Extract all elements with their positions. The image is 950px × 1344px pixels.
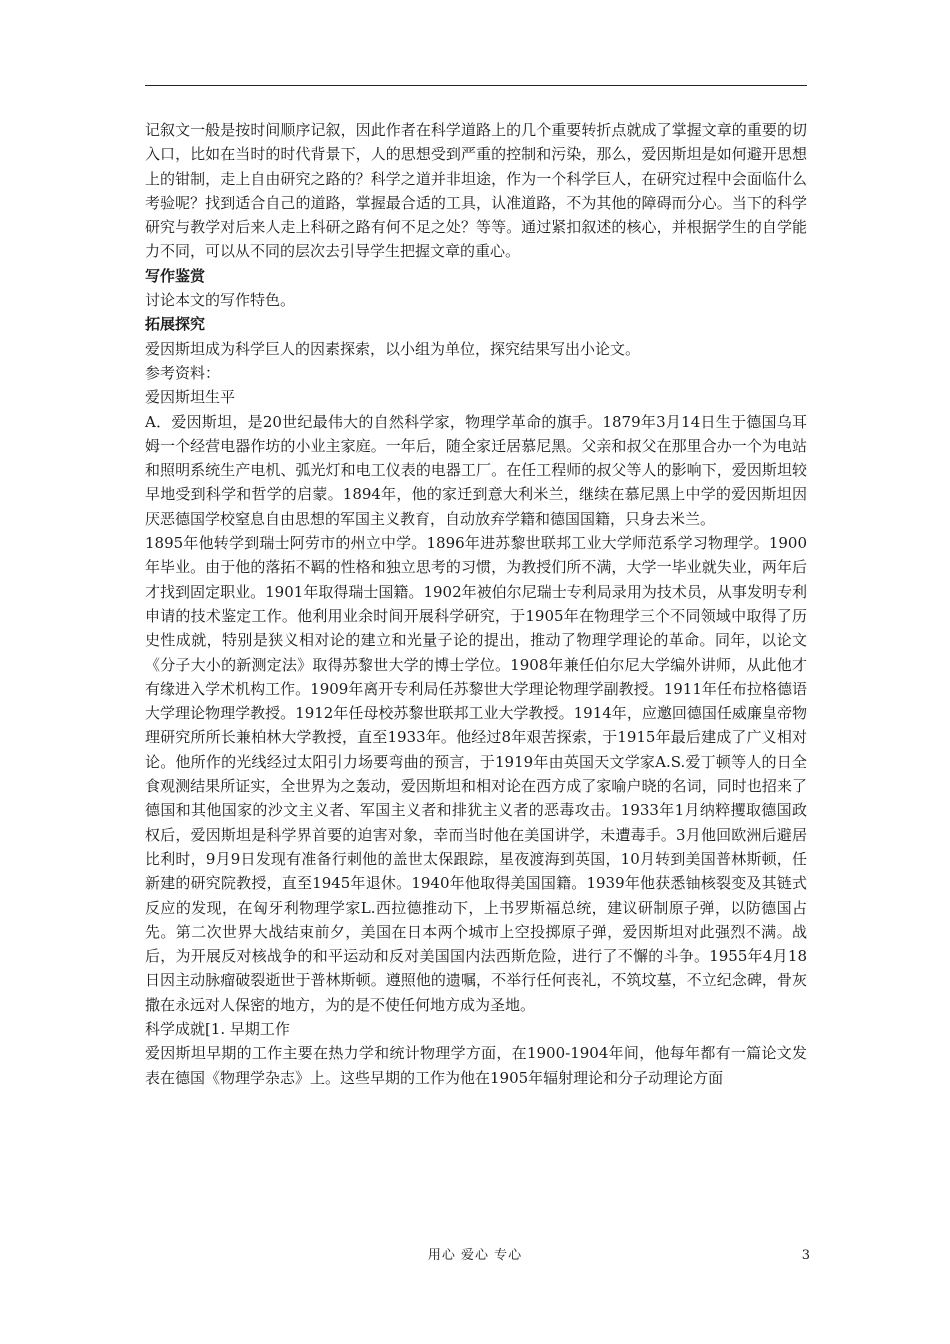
paragraph-biography-b: 1895年他转学到瑞士阿劳市的州立中学。1896年进苏黎世联邦工业大学师范系学习物理学。1900年毕业。由于他的落拓不羁的性格和独立思考的习惯，为教授们所不满，大学一毕业就失业，两年后才找到固定职业。1901年取得瑞士国籍。1902年被伯尔尼瑞士专利局录用为技术员，从事发明专利申请的技术鉴定工作。他利用业余时间开展科学研究，于1905年在物理学三个不同领域中取得了历史性成就，特别是狭义相对论的建立和光量子论的提出，推动了物理学理论的革命。同年，以论文《分子大小的新测定法》取得苏黎世大学的博士学位。1908年兼任伯尔尼大学编外讲师，从此他才有缘进入学术机构工作。1909年离开专利局任苏黎世大学理论物理学副教授。1911年任布拉格德语大学理论物理学教授。1912年任母校苏黎世联邦工业大学教授。1914年，应邀回德国任威廉皇帝物理研究所所长兼柏林大学教授，直至1933年。他经过8年艰苦探索，于1915年最后建成了广义相对论。他所作的光线经过太阳引力场要弯曲的预言，于1919年由英国天文学家A.S.爱丁顿等人的日全食观测结果所证实，全世界为之轰动，爱因斯坦和相对论在西方成了家喻户晓的名词，同时也招来了德国和其他国家的沙文主义者、军国主义者和排犹主义者的恶毒攻击。1933年1月纳粹攫取德国政权后，爱因斯坦是科学界首要的迫害对象，幸而当时他在美国讲学，未遭毒手。3月他回欧洲后避居比利时，9月9日发现有准备行刺他的盖世太保跟踪，星夜渡海到英国，10月转到美国普林斯顿，任新建的研究院教授，直至1945年退休。1940年他取得美国国籍。1939年他获悉铀核裂变及其链式反应的发现，在匈牙利物理学家L.西拉德推动下，上书罗斯福总统，建议研制原子弹，以防德国占先。第二次世界大战结束前夕，美国在日本两个城市上空投掷原子弹，爱因斯坦对此强烈不满。战后，为开展反对核战争的和平运动和反对美国国内法西斯危险，进行了不懈的斗争。1955年4月18日因主动脉瘤破裂逝世于普林斯顿。遵照他的遗嘱，不举行任何丧礼，不筑坟墓，不立纪念碑，骨灰撒在永远对人保密的地方，为的是不使任何地方成为圣地。: [145, 534, 807, 1014]
heading-writing-appreciation: 写作鉴赏: [145, 266, 206, 285]
heading-extension-inquiry: 拓展探究: [145, 315, 206, 334]
paragraph-references-label: 参考资料：: [145, 363, 221, 382]
header-rule: [145, 85, 807, 86]
paragraph-inquiry-task: 爱因斯坦成为科学巨人的因素探索，以小组为单位，探究结果写出小论文。: [145, 339, 641, 358]
paragraph-biography-a: A．爱因斯坦，是20世纪最伟大的自然科学家，物理学革命的旗手。1879年3月14日生于德国乌耳姆一个经营电器作坊的小业主家庭。一年后，随全家迁居慕尼黑。父亲和叔父在那里合办一个为电站和照明系统生产电机、弧光灯和电工仪表的电器工厂。在任工程师的叔父等人的影响下，爱因斯坦较早地受到科学和哲学的启蒙。1894年，他的家迁到意大利米兰，继续在慕尼黑上中学的爱因斯坦因厌恶德国学校窒息自由思想的军国主义教育，自动放弃学籍和德国国籍，只身去米兰。: [145, 412, 807, 528]
paragraph-intro: 记叙文一般是按时间顺序记叙，因此作者在科学道路上的几个重要转折点就成了掌握文章的重要的切入口，比如在当时的时代背景下，人的思想受到严重的控制和污染，那么，爱因斯坦是如何避开思想上的钳制，走上自由研究之路的？科学之道并非坦途，作为一个科学巨人，在研究过程中会面临什么考验呢？找到适合自己的道路，掌握最合适的工具，认准道路，不为其他的障碍而分心。当下的科学研究与教学对后来人走上科研之路有何不足之处？等等。通过紧扣叙述的核心，并根据学生的自学能力不同，可以从不同的层次去引导学生把握文章的重心。: [145, 121, 807, 261]
paragraph-biography-title: 爱因斯坦生平: [145, 388, 236, 407]
paragraph-achievements-title: 科学成就[1. 早期工作: [145, 1019, 290, 1038]
document-body: [145, 118, 807, 1090]
paragraph-early-work: 爱因斯坦早期的工作主要在热力学和统计物理学方面，在1900-1904年间，他每年都有一篇论文发表在德国《物理学杂志》上。这些早期的工作为他在1905年辐射理论和分子动理论方面: [145, 1044, 807, 1087]
page-number: 3: [801, 1248, 810, 1263]
paragraph-writing-task: 讨论本文的写作特色。: [145, 291, 296, 310]
footer-motto: 用心 爱心 专心: [427, 1248, 523, 1263]
